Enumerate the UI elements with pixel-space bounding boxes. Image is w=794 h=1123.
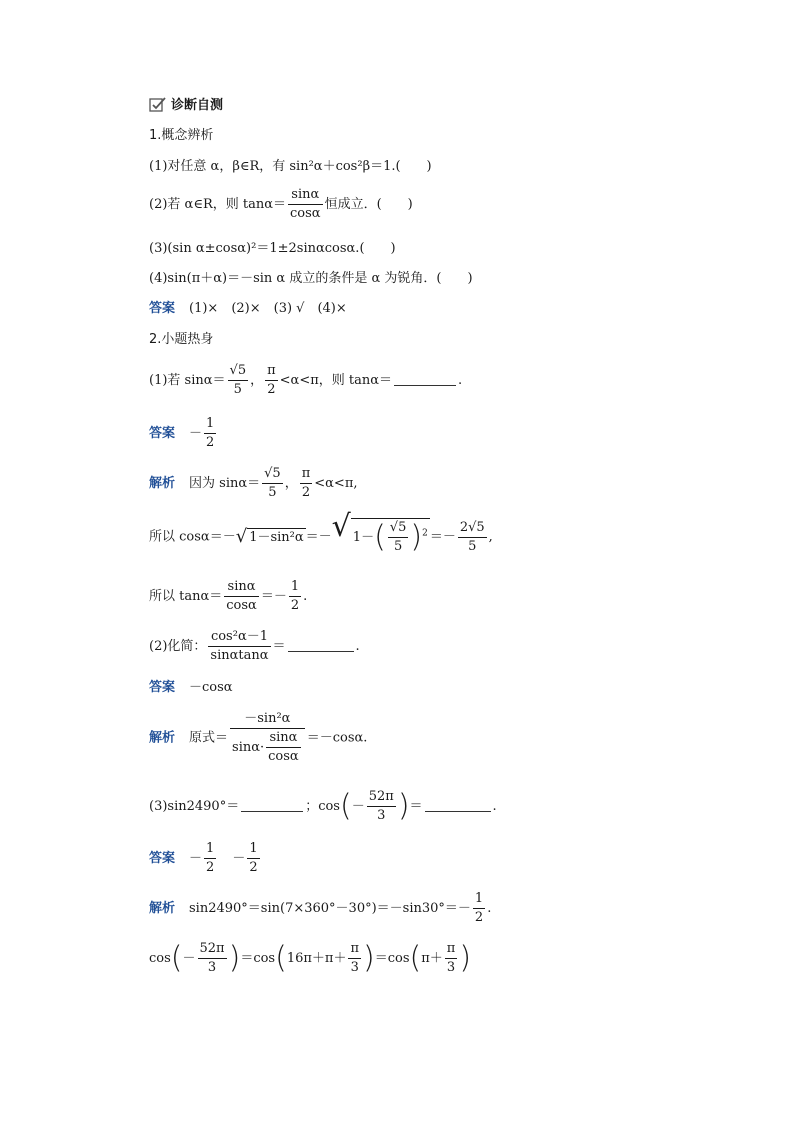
q1-item-2-end: 恒成立．( ) [324, 197, 413, 212]
q2-p1-stem [149, 362, 462, 399]
comma: ， [284, 476, 298, 491]
q2-p1-analysis-3 [149, 578, 307, 615]
q1-heading: 1.概念辨析 [149, 128, 214, 143]
q2-heading: 2.小题热身 [149, 332, 214, 347]
q2-p1-analysis-1 [149, 465, 358, 502]
answer-label: 答案 [149, 426, 176, 441]
stem-text: (2)化简： [149, 639, 207, 654]
q1-item-2-stem: (2)若 α∈R，则 tanα＝ [149, 197, 286, 212]
minus-sign: － [189, 851, 203, 866]
denominator: 2 [249, 860, 258, 875]
analysis-label: 解析 [149, 901, 176, 916]
numerator: π [445, 940, 458, 959]
q2-p1-analysis-2 [149, 509, 493, 556]
denominator: 2 [290, 598, 300, 613]
denominator: 2 [206, 860, 215, 875]
one-minus: 1－ [352, 530, 375, 545]
q1-answer [149, 300, 347, 318]
equals-cos: ＝cos [374, 951, 410, 966]
q2-p3-analysis-1 [149, 890, 491, 927]
stem-text: <α<π，则 tanα＝ [279, 373, 393, 388]
answer-blank [241, 797, 303, 812]
equals: ＝ [409, 799, 423, 814]
analysis-text: 因为 sinα＝ [189, 476, 261, 491]
cos-text: cos [149, 951, 171, 966]
minus-sign: － [232, 851, 246, 866]
equals-minus: ＝－ [260, 589, 287, 604]
numerator: π [300, 465, 313, 484]
radicand: 1－sin²α [249, 529, 304, 545]
numerator: 1 [247, 840, 259, 859]
denominator: 3 [207, 960, 217, 975]
numerator: 2√5 [458, 519, 487, 538]
numerator: 52π [367, 788, 396, 807]
numerator: 1 [473, 890, 485, 909]
section-header [149, 96, 223, 115]
analysis-text: 所以 cosα＝－ [149, 529, 236, 545]
equals: ＝ [272, 639, 286, 654]
minus-sign: － [351, 799, 365, 814]
numerator: π [348, 940, 361, 959]
pi-over-2 [265, 362, 278, 399]
52pi-over-3 [367, 788, 396, 825]
equals-minus: ＝－ [305, 529, 332, 545]
denominator: 2 [206, 435, 215, 450]
numerator: 52π [198, 940, 227, 959]
fraction-denominator: cosα [290, 206, 321, 221]
numerator: √5 [262, 465, 283, 484]
sin-over-cos-fraction [288, 186, 323, 223]
denominator: 5 [233, 382, 242, 397]
check-edit-icon [149, 96, 167, 112]
numerator: sinα [224, 578, 259, 597]
root5-over-5 [228, 362, 249, 399]
minus-sign: － [182, 951, 196, 966]
pi-over-2 [300, 465, 313, 502]
section-title: 诊断自测 [171, 98, 224, 113]
denominator: 5 [268, 485, 277, 500]
q2-p2-answer [149, 679, 233, 697]
answer-label: 答案 [149, 301, 176, 316]
root5-over-5 [388, 519, 409, 556]
numerator: √5 [388, 519, 409, 538]
answer-blank [425, 797, 491, 812]
denominator: 2 [474, 910, 484, 925]
sin-over-cos-fraction [224, 578, 259, 615]
stem-text: (1)若 sinα＝ [149, 373, 226, 388]
exponent: 2 [422, 528, 428, 539]
fraction-numerator: sinα [288, 186, 323, 205]
denominator [230, 729, 305, 766]
sin-over-cos-fraction [266, 729, 301, 766]
numerator: cos²α－1 [208, 628, 270, 647]
pi-over-3 [445, 940, 458, 977]
root5-over-5 [262, 465, 283, 502]
sqrt-expression: √ 1－sin²α [235, 525, 304, 547]
numerator: √5 [228, 362, 249, 381]
q1-item-3: (3)(sin α±cosα)²＝1±2sinαcosα.( ) [149, 241, 396, 256]
denominator: 2 [301, 485, 311, 500]
simplify-fraction [208, 628, 270, 665]
answer-blank [394, 371, 456, 386]
analysis-text: ＝－cosα. [306, 730, 368, 746]
numerator: －sin²α [230, 710, 305, 729]
q2-p2-analysis [149, 710, 367, 766]
answer-blank [288, 637, 354, 652]
q2-p2-stem [149, 628, 360, 665]
numerator: sinα [266, 729, 301, 748]
q1-item-2 [149, 186, 413, 223]
period: . [303, 589, 308, 604]
big-sqrt-expression: √ 1－( $\frac{√5}{5}$ )$^2$ [331, 509, 428, 555]
equals-minus: ＝－ [429, 529, 456, 545]
compound-fraction [230, 710, 305, 766]
analysis-label: 解析 [149, 476, 176, 491]
one-half [204, 415, 216, 452]
analysis-text: <α<π, [314, 476, 358, 491]
q2-p3-stem: (3)sin2490°＝ ；cos(－ $\frac{52\pi}{3}$ )＝ . [149, 788, 497, 824]
one-half [473, 890, 485, 927]
analysis-text: π＋ [421, 951, 443, 966]
analysis-label: 解析 [149, 730, 176, 746]
denominator: 3 [350, 960, 359, 975]
pi-over-3 [348, 940, 361, 977]
52pi-over-3 [198, 940, 227, 977]
minus-sign: － [189, 426, 203, 441]
stem-text: (3)sin2490°＝ [149, 799, 240, 814]
denominator: cosα [226, 598, 257, 613]
analysis-text: sin2490°＝sin(7×360°－30°)＝－sin30°＝－ [189, 901, 471, 916]
analysis-text: 原式＝ [189, 730, 229, 746]
one-half [289, 578, 301, 615]
numerator: 1 [204, 840, 216, 859]
period: . [492, 799, 497, 814]
q2-p3-answer [149, 840, 262, 877]
numerator: 1 [289, 578, 301, 597]
stem-text: ；cos [305, 799, 340, 814]
sin-dot: sinα· [232, 740, 265, 755]
answer-text: (1)× (2)× (3) √ (4)× [189, 301, 347, 316]
denominator: 2 [267, 382, 276, 397]
period: . [355, 639, 360, 654]
numerator: π [265, 362, 278, 381]
q2-p3-analysis-2: cos(－ $\frac{52\pi}{3}$ )＝cos(16π＋π＋ $\frac{\pi}{3}$ )＝cos(π＋ $\frac{\pi}{3}$ ) [149, 940, 472, 976]
answer-label: 答案 [149, 851, 176, 866]
analysis-text: 16π＋π＋ [286, 951, 347, 966]
radicand: 1－( $\frac{√5}{5}$ )$^2$ [352, 519, 428, 555]
comma: , [488, 529, 493, 545]
period: . [458, 373, 463, 388]
2root5-over-5 [458, 519, 487, 556]
denominator: 3 [377, 808, 386, 823]
denominator: 5 [468, 538, 477, 554]
answer-label: 答案 [149, 680, 176, 695]
q2-p1-answer [149, 415, 218, 452]
period: . [487, 901, 492, 916]
denominator: cosα [268, 749, 299, 764]
answer-text: －cosα [189, 680, 233, 695]
equals-cos: ＝cos [240, 951, 276, 966]
q1-item-1: (1)对任意 α，β∈R，有 sin²α＋cos²β＝1.( ) [149, 159, 432, 174]
denominator: 5 [393, 539, 403, 554]
numerator: 1 [204, 415, 216, 434]
analysis-text: 所以 tanα＝ [149, 589, 223, 604]
denominator: sinαtanα [210, 648, 269, 663]
denominator: 3 [446, 960, 456, 975]
one-half [204, 840, 216, 877]
q1-item-4: (4)sin(π＋α)＝－sin α 成立的条件是 α 为锐角．( ) [149, 271, 473, 286]
comma: ， [250, 373, 264, 388]
one-half [247, 840, 259, 877]
